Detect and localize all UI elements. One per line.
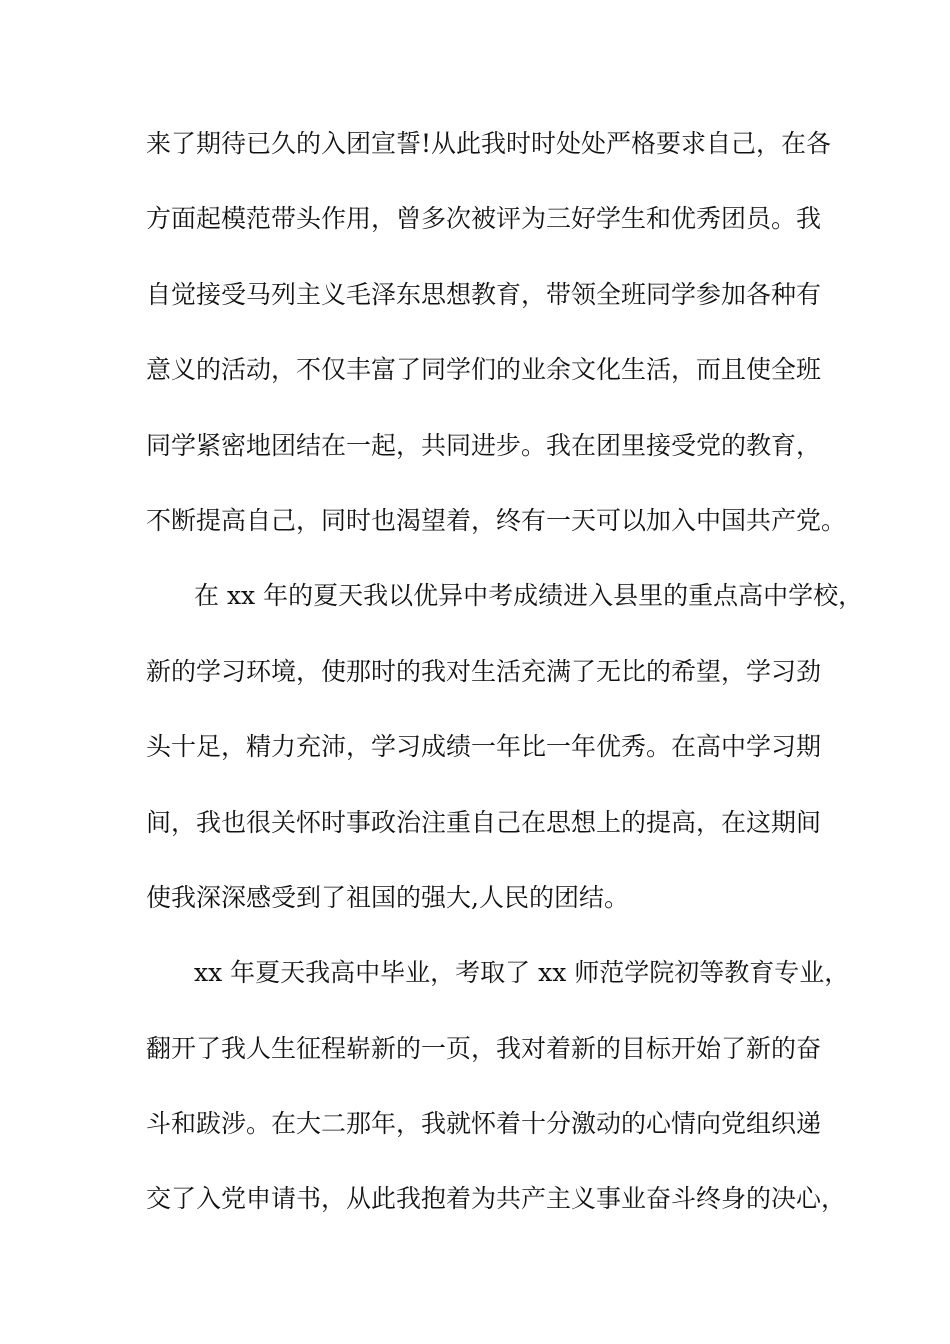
text-line: 使我深深感受到了祖国的强大,人民的团结。 — [146, 882, 629, 912]
paragraph-first-line: 在 xx 年的夏天我以优异中考成绩进入县里的重点高中学校， — [194, 581, 864, 611]
text-line: 交了入党申请书，从此我抱着为共产主义事业奋斗终身的决心， — [146, 1184, 847, 1214]
text-line: 头十足，精力充沛，学习成绩一年比一年优秀。在高中学习期 — [146, 732, 822, 762]
text-line: 斗和跋涉。在大二那年，我就怀着十分激动的心情向党组织递 — [146, 1109, 822, 1139]
text-line: 自觉接受马列主义毛泽东思想教育，带领全班同学参加各种有 — [146, 279, 822, 309]
text-line: 同学紧密地团结在一起，共同进步。我在团里接受党的教育， — [146, 430, 822, 460]
text-line: 翻开了我人生征程崭新的一页，我对着新的目标开始了新的奋 — [146, 1033, 822, 1063]
document-body — [146, 129, 864, 1262]
paragraph-first-line: xx 年夏天我高中毕业，考取了 xx 师范学院初等教育专业， — [194, 958, 850, 988]
text-line: 间，我也很关怀时事政治注重自己在思想上的提高，在这期间 — [146, 807, 822, 837]
text-line: 新的学习环境，使那时的我对生活充满了无比的希望，学习劲 — [146, 656, 822, 686]
text-line: 意义的活动，不仅丰富了同学们的业余文化生活，而且使全班 — [146, 355, 822, 385]
text-line: 来了期待已久的入团宣誓!从此我时时处处严格要求自己，在各 — [146, 129, 832, 158]
text-line: 不断提高自己，同时也渴望着，终有一天可以加入中国共产党。 — [146, 505, 847, 535]
text-line: 方面起模范带头作用，曾多次被评为三好学生和优秀团员。我 — [146, 204, 822, 234]
